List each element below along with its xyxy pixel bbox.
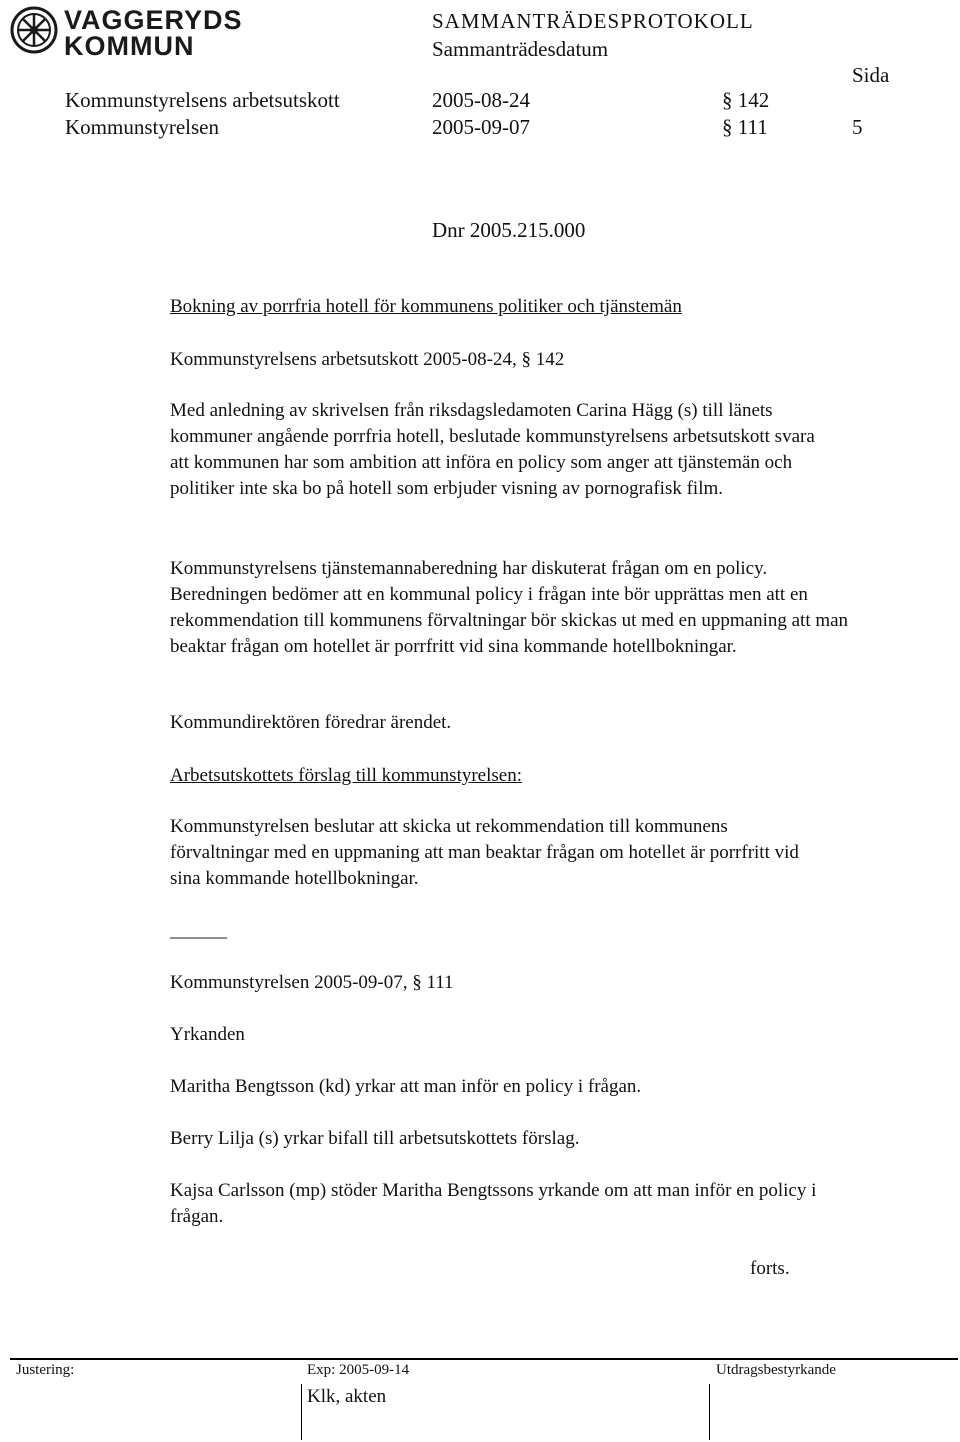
paragraph-kommundirektor: Kommundirektören föredrar ärendet. [170,712,452,733]
logo-line2: KOMMUN [64,31,195,61]
footer-exp-date: Exp: 2005-09-14 [307,1362,410,1378]
yrkanden-heading: Yrkanden [170,1024,245,1045]
yrkande-carlsson: Kajsa Carlsson (mp) stöder Maritha Bengtssons yrkande om att man inför en policy i frågan. [170,1180,817,1227]
protocol-title: SAMMANTRÄDESPROTOKOLL [432,9,754,33]
logo-line1: VAGGERYDS [64,5,243,35]
yrkande-lilja: Berry Lilja (s) yrkar bifall till arbetsutskottets förslag. [170,1128,580,1149]
proposal-text: Kommunstyrelsen beslutar att skicka ut rekommendation till kommunens förvaltningar med en uppmaning att man beaktar frågan om hotellet är porrfritt vid sina kommande hotellbokningar. [170,816,799,889]
municipal-crest-icon [10,6,58,54]
ks-reference: Kommunstyrelsen 2005-09-07, § 111 [170,972,454,993]
page-label: Sida [852,63,890,87]
matter-title: Bokning av porrfria hotell för kommunens politiker och tjänstemän [170,296,682,317]
meeting-date-label: Sammanträdesdatum [432,37,609,61]
separator: ______ [170,920,227,941]
page-number: 5 [852,115,863,139]
footer-divider-left [301,1384,302,1440]
yrkande-bengtsson: Maritha Bengtsson (kd) yrkar att man inför en policy i frågan. [170,1076,642,1097]
paragraph-beredning: Kommunstyrelsens tjänstemannaberedning har diskuterat frågan om en policy. Beredningen bedömer att en kommunal policy i frågan inte bör upprättas men att en rekommendation till kommunens förvaltningar bör skickas ut med en uppmaning att man beaktar frågan om hotellet är porrfritt vid sina kommande hotellbokningar. [170,558,849,657]
footer-rule [10,1358,958,1360]
header-body-ks: Kommunstyrelsen [65,115,219,139]
footer-divider-right [709,1384,710,1440]
header-section-au: § 142 [722,88,770,112]
dnr: Dnr 2005.215.000 [432,218,586,242]
footer-recipients: Klk, akten [307,1386,387,1407]
continued-label: forts. [750,1258,790,1279]
header-date-au: 2005-08-24 [432,88,530,112]
header-body-au: Kommunstyrelsens arbetsutskott [65,88,340,112]
footer-justering: Justering: [16,1362,75,1378]
proposal-heading: Arbetsutskottets förslag till kommunstyrelsen: [170,765,522,786]
header-section-ks: § 111 [722,115,768,139]
footer-utdragsbestyrkande: Utdragsbestyrkande [716,1362,836,1378]
paragraph-background: Med anledning av skrivelsen från riksdagsledamoten Carina Hägg (s) till länets kommuner angående porrfria hotell, beslutade kommunstyrelsens arbetsutskott svara att kommunen har som ambition att införa en policy som anger att tjänstemän och politiker inte ska bo på hotell som erbjuder visning av pornografisk film. [170,400,815,499]
au-reference: Kommunstyrelsens arbetsutskott 2005-08-24, § 142 [170,349,565,370]
header-date-ks: 2005-09-07 [432,115,530,139]
